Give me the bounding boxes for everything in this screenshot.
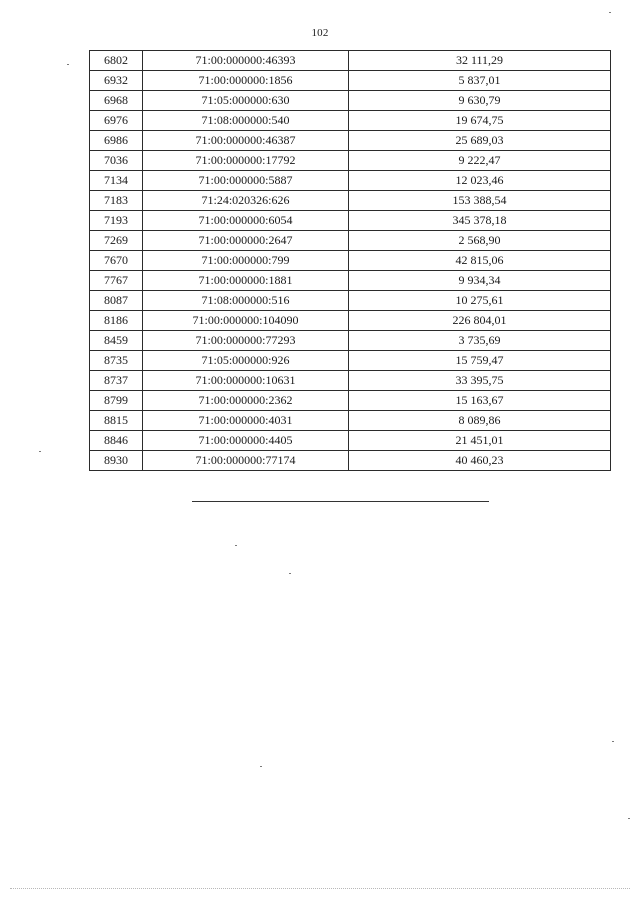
table-row bbox=[90, 91, 611, 111]
cadastral-value-cell: 8 089,86 bbox=[349, 411, 611, 431]
table-row bbox=[90, 331, 611, 351]
cadastral-value-cell: 21 451,01 bbox=[349, 431, 611, 451]
row-number-cell: 8186 bbox=[90, 311, 143, 331]
table-row bbox=[90, 271, 611, 291]
row-number-cell: 6968 bbox=[90, 91, 143, 111]
cadastral-value-cell: 153 388,54 bbox=[349, 191, 611, 211]
row-number-cell: 6986 bbox=[90, 131, 143, 151]
row-number-cell: 7134 bbox=[90, 171, 143, 191]
row-number-cell: 8930 bbox=[90, 451, 143, 471]
cadastral-value-cell: 5 837,01 bbox=[349, 71, 611, 91]
cadastral-number-cell: 71:00:000000:799 bbox=[143, 251, 349, 271]
scan-speck bbox=[67, 64, 69, 65]
cadastral-number-cell: 71:00:000000:4031 bbox=[143, 411, 349, 431]
cadastral-number-cell: 71:00:000000:6054 bbox=[143, 211, 349, 231]
cadastral-number-cell: 71:08:000000:540 bbox=[143, 111, 349, 131]
cadastral-value-cell: 32 111,29 bbox=[349, 51, 611, 71]
cadastral-number-cell: 71:00:000000:77174 bbox=[143, 451, 349, 471]
table-row bbox=[90, 171, 611, 191]
table-row bbox=[90, 311, 611, 331]
cadastral-number-cell: 71:00:000000:2362 bbox=[143, 391, 349, 411]
row-number-cell: 7036 bbox=[90, 151, 143, 171]
cadastral-number-cell: 71:00:000000:10631 bbox=[143, 371, 349, 391]
cadastral-value-cell: 25 689,03 bbox=[349, 131, 611, 151]
cadastral-number-cell: 71:00:000000:17792 bbox=[143, 151, 349, 171]
cadastral-value-cell: 12 023,46 bbox=[349, 171, 611, 191]
page-number: 102 bbox=[311, 27, 329, 39]
table-row bbox=[90, 411, 611, 431]
table-row bbox=[90, 211, 611, 231]
scan-speck bbox=[609, 12, 611, 13]
row-number-cell: 8087 bbox=[90, 291, 143, 311]
cadastral-value-cell: 40 460,23 bbox=[349, 451, 611, 471]
row-number-cell: 6976 bbox=[90, 111, 143, 131]
row-number-cell: 7269 bbox=[90, 231, 143, 251]
cadastral-number-cell: 71:08:000000:516 bbox=[143, 291, 349, 311]
cadastral-number-cell: 71:05:000000:926 bbox=[143, 351, 349, 371]
cadastral-value-cell: 33 395,75 bbox=[349, 371, 611, 391]
cadastral-number-cell: 71:00:000000:77293 bbox=[143, 331, 349, 351]
cadastral-value-cell: 42 815,06 bbox=[349, 251, 611, 271]
row-number-cell: 8459 bbox=[90, 331, 143, 351]
cadastral-number-cell: 71:00:000000:5887 bbox=[143, 171, 349, 191]
cadastral-number-cell: 71:00:000000:104090 bbox=[143, 311, 349, 331]
table-row bbox=[90, 51, 611, 71]
cadastral-number-cell: 71:00:000000:46393 bbox=[143, 51, 349, 71]
row-number-cell: 8799 bbox=[90, 391, 143, 411]
cadastral-value-cell: 345 378,18 bbox=[349, 211, 611, 231]
table-row bbox=[90, 231, 611, 251]
table-body bbox=[90, 51, 611, 471]
cadastral-value-cell: 15 759,47 bbox=[349, 351, 611, 371]
scan-edge-noise bbox=[10, 888, 630, 889]
table-row bbox=[90, 71, 611, 91]
row-number-cell: 8846 bbox=[90, 431, 143, 451]
cadastral-value-cell: 19 674,75 bbox=[349, 111, 611, 131]
table-row bbox=[90, 351, 611, 371]
row-number-cell: 6802 bbox=[90, 51, 143, 71]
row-number-cell: 8737 bbox=[90, 371, 143, 391]
table-row bbox=[90, 371, 611, 391]
cadastral-value-cell: 9 934,34 bbox=[349, 271, 611, 291]
table-row bbox=[90, 111, 611, 131]
cadastral-value-cell: 9 630,79 bbox=[349, 91, 611, 111]
table-row bbox=[90, 431, 611, 451]
row-number-cell: 6932 bbox=[90, 71, 143, 91]
scan-speck bbox=[628, 818, 630, 819]
row-number-cell: 7193 bbox=[90, 211, 143, 231]
table-row bbox=[90, 131, 611, 151]
row-number-cell: 7767 bbox=[90, 271, 143, 291]
cadastral-value-cell: 9 222,47 bbox=[349, 151, 611, 171]
cadastral-values-table bbox=[89, 50, 611, 471]
scan-speck bbox=[260, 766, 262, 767]
table-row bbox=[90, 391, 611, 411]
table-row bbox=[90, 251, 611, 271]
row-number-cell: 8815 bbox=[90, 411, 143, 431]
table-row bbox=[90, 451, 611, 471]
cadastral-number-cell: 71:00:000000:1881 bbox=[143, 271, 349, 291]
cadastral-value-cell: 226 804,01 bbox=[349, 311, 611, 331]
scan-speck bbox=[235, 545, 237, 546]
cadastral-value-cell: 10 275,61 bbox=[349, 291, 611, 311]
cadastral-number-cell: 71:00:000000:2647 bbox=[143, 231, 349, 251]
row-number-cell: 7670 bbox=[90, 251, 143, 271]
cadastral-value-cell: 15 163,67 bbox=[349, 391, 611, 411]
table-row bbox=[90, 151, 611, 171]
cadastral-number-cell: 71:05:000000:630 bbox=[143, 91, 349, 111]
cadastral-number-cell: 71:00:000000:1856 bbox=[143, 71, 349, 91]
cadastral-number-cell: 71:00:000000:46387 bbox=[143, 131, 349, 151]
cadastral-value-cell: 3 735,69 bbox=[349, 331, 611, 351]
row-number-cell: 8735 bbox=[90, 351, 143, 371]
scan-speck bbox=[612, 741, 614, 742]
end-of-table-rule bbox=[192, 501, 489, 502]
table-row bbox=[90, 191, 611, 211]
scan-speck bbox=[289, 573, 291, 574]
table-row bbox=[90, 291, 611, 311]
scan-speck bbox=[39, 451, 41, 452]
cadastral-number-cell: 71:24:020326:626 bbox=[143, 191, 349, 211]
row-number-cell: 7183 bbox=[90, 191, 143, 211]
cadastral-value-cell: 2 568,90 bbox=[349, 231, 611, 251]
cadastral-number-cell: 71:00:000000:4405 bbox=[143, 431, 349, 451]
